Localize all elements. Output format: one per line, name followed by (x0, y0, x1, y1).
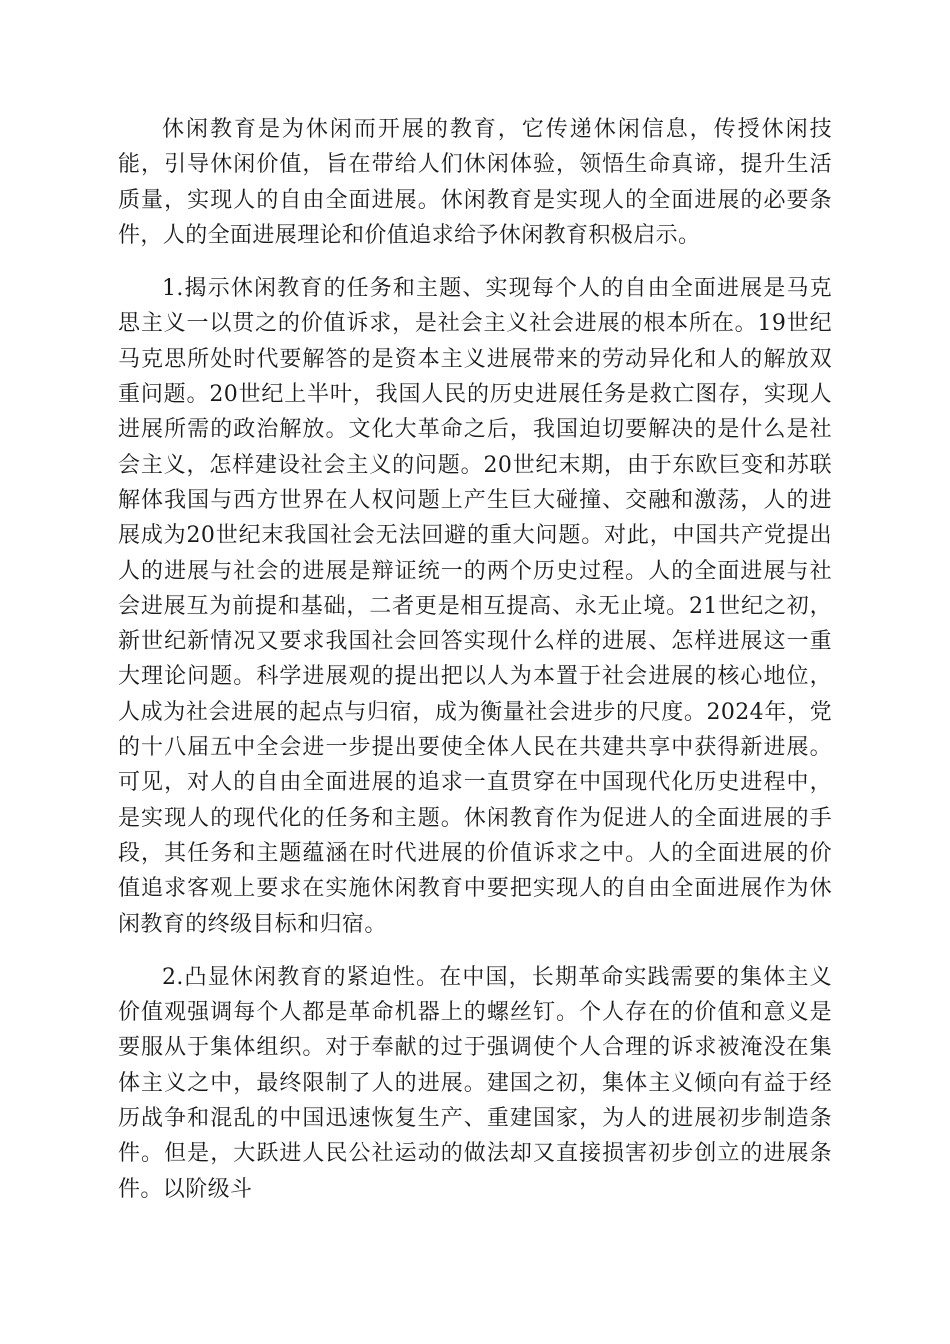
paragraph-intro: 休闲教育是为休闲而开展的教育，它传递休闲信息，传授休闲技能，引导休闲价值，旨在带给人们休闲体验，领悟生命真谛，提升生活质量，实现人的自由全面进展。休闲教育是实现人的全面进展的必要条件，人的全面进展理论和价值追求给予休闲教育积极启示。 (118, 117, 832, 248)
document-body (118, 112, 832, 1207)
paragraph-urgency: 2.凸显休闲教育的紧迫性。在中国，长期革命实践需要的集体主义价值观强调每个人都是革命机器上的螺丝钉。个人存在的价值和意义是要服从于集体组织。对于奉献的过于强调使个人合理的诉求被淹没在集体主义之中，最终限制了人的进展。建国之初，集体主义倾向有益于经历战争和混乱的中国迅速恢复生产、重建国家，为人的进展初步制造条件。但是，大跃进人民公社运动的做法却又直接损害初步创立的进展条件。以阶级斗 (118, 964, 832, 1202)
paragraph-task-and-theme: 1.揭示休闲教育的任务和主题、实现每个人的自由全面进展是马克思主义一以贯之的价值诉求，是社会主义社会进展的根本所在。19世纪马克思所处时代要解答的是资本主义进展带来的劳动异化和人的解放双重问题。20世纪上半叶，我国人民的历史进展任务是救亡图存，实现人进展所需的政治解放。文化大革命之后，我国迫切要解决的是什么是社会主义，怎样建设社会主义的问题。20世纪末期，由于东欧巨变和苏联解体我国与西方世界在人权问题上产生巨大碰撞、交融和激荡，人的进展成为20世纪末我国社会无法回避的重大问题。对此，中国共产党提出人的进展与社会的进展是辩证统一的两个历史过程。人的全面进展与社会进展互为前提和基础，二者更是相互提高、永无止境。21世纪之初，新世纪新情况又要求我国社会回答实现什么样的进展、怎样进展这一重大理论问题。科学进展观的提出把以人为本置于社会进展的核心地位，人成为社会进展的起点与归宿，成为衡量社会进步的尺度。2024年，党的十八届五中全会进一步提出要使全体人民在共建共享中获得新进展。可见，对人的自由全面进展的追求一直贯穿在中国现代化历史进程中，是实现人的现代化的任务和主题。休闲教育作为促进人的全面进展的手段，其任务和主题蕴涵在时代进展的价值诉求之中。人的全面进展的价值追求客观上要求在实施休闲教育中要把实现人的自由全面进展作为休闲教育的终级目标和归宿。 (118, 276, 832, 937)
